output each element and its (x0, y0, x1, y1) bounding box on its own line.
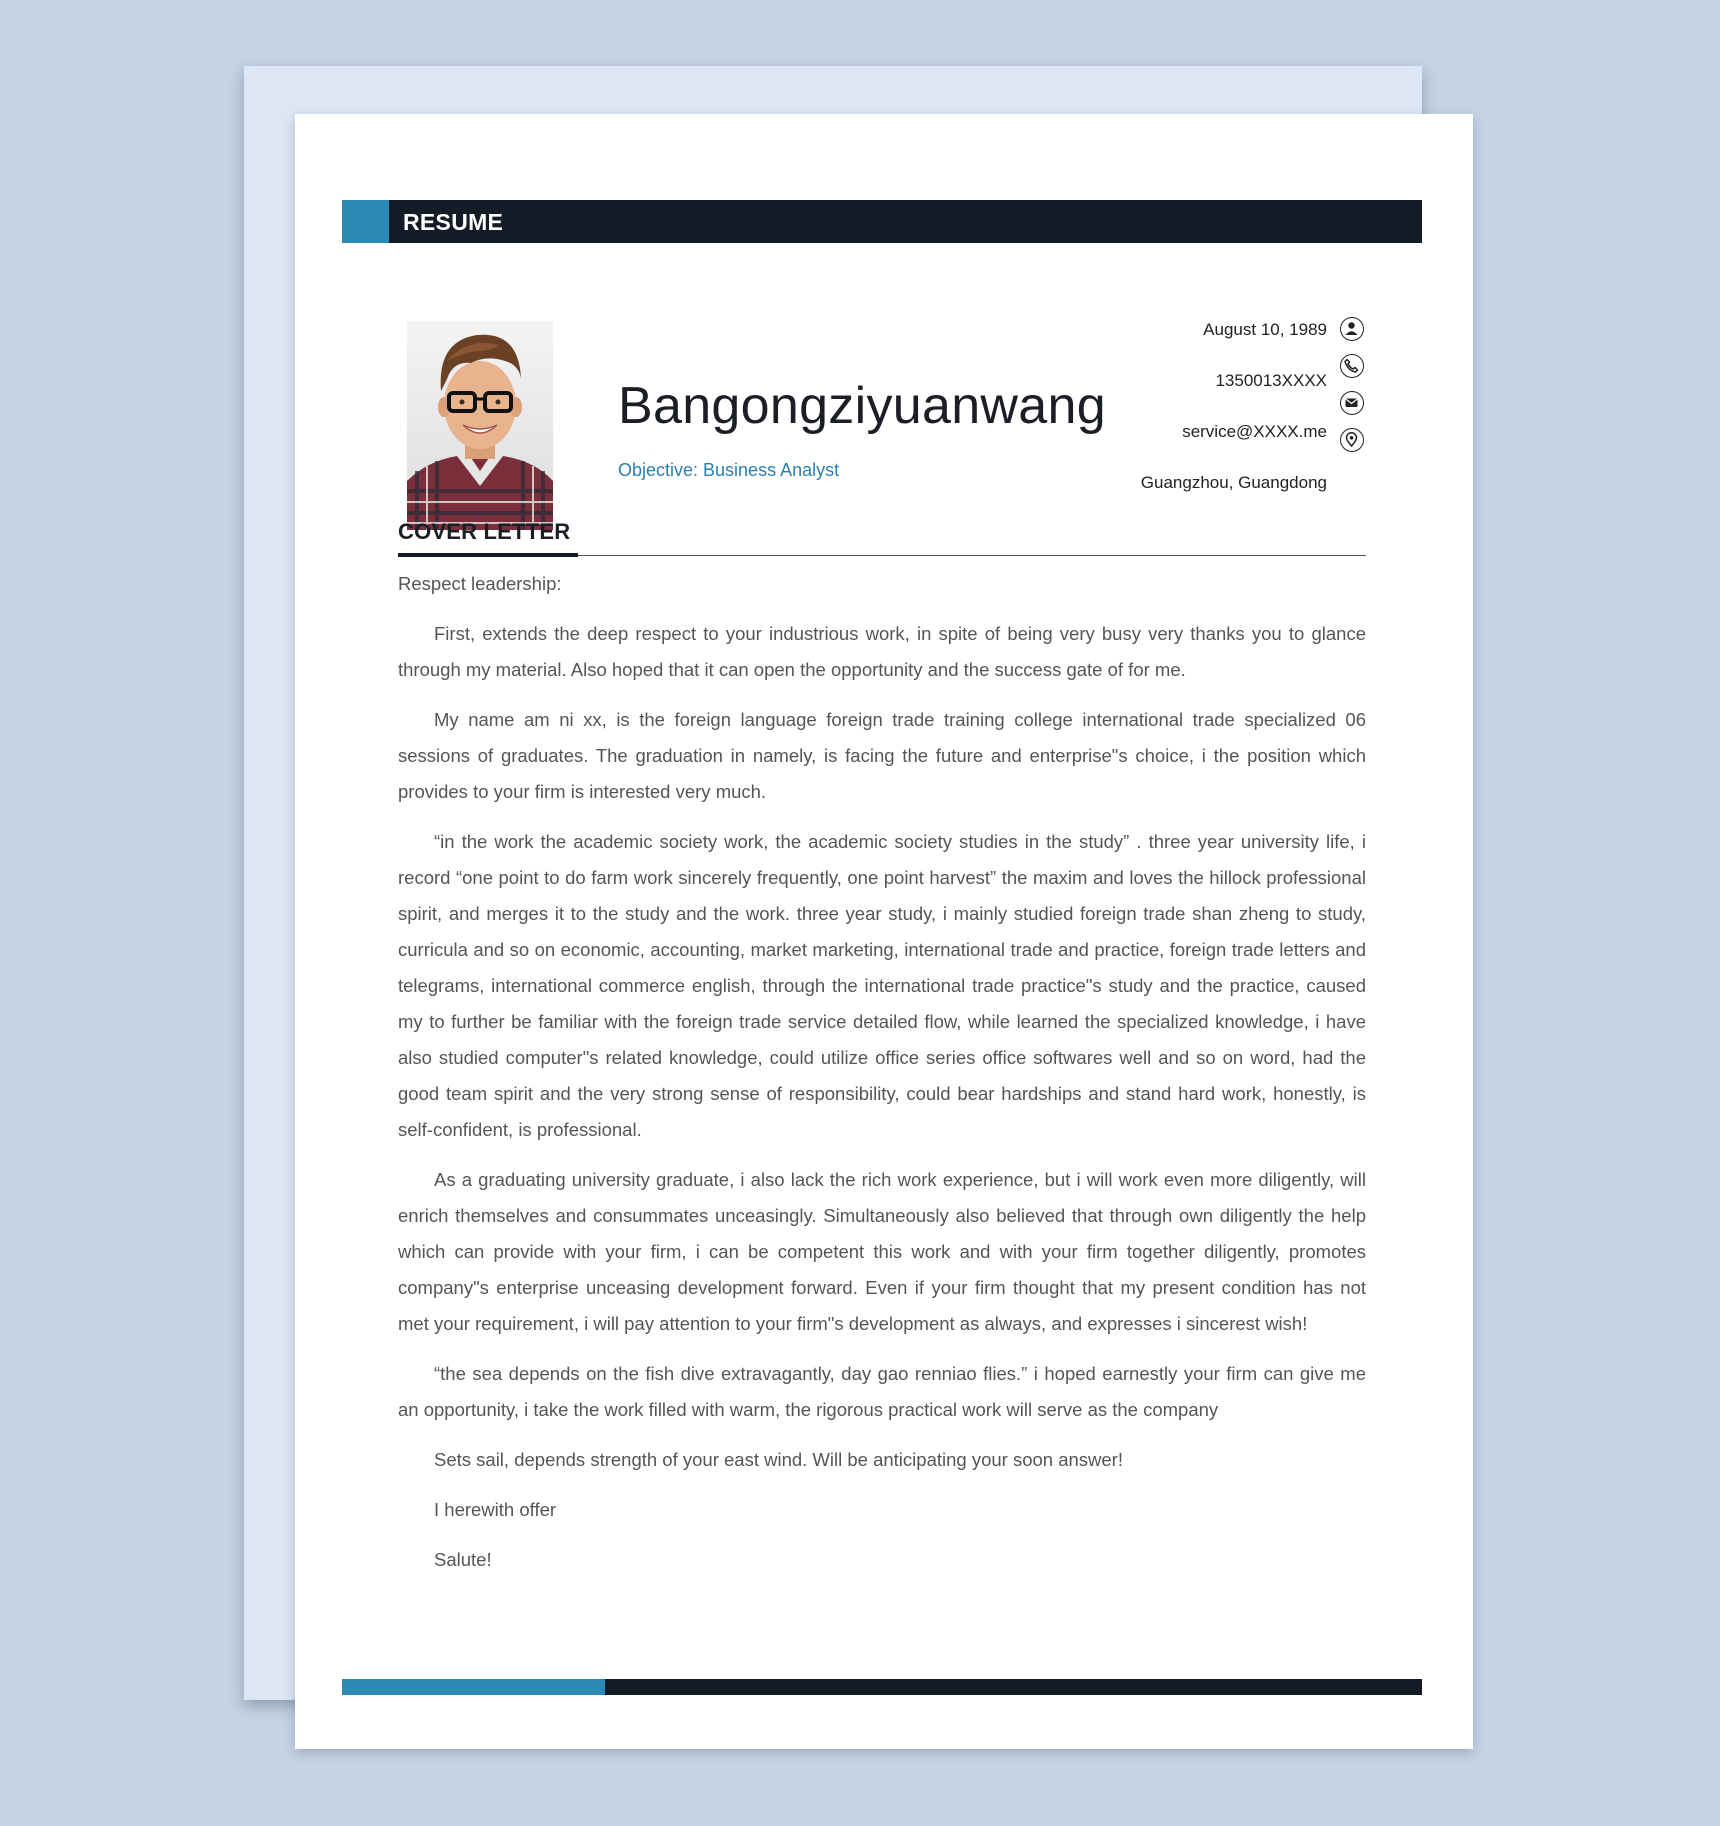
candidate-name: Bangongziyuanwang (618, 377, 1106, 435)
header-title: RESUME (403, 209, 504, 235)
phone-text: 1350013XXXX (1215, 371, 1327, 390)
header-accent-block (342, 200, 389, 243)
resume-page (295, 114, 1473, 1749)
user-icon (1340, 317, 1364, 341)
letter-paragraph: Sets sail, depends strength of your east wind. Will be anticipating your soon answer! (434, 1449, 1123, 1470)
letter-paragraph: As a graduating university graduate, i also lack the rich work experience, but i will work even more diligently, will enrich themselves and consummates unceasingly. Simultaneously also believed that through own diligently the help which can provide with your firm, i can be competent this work and with your firm together diligently, promotes company"s enterprise unceasing development forward. Even if your firm thought that my present condition has not met your requirement, i will pay attention to your firm"s development as always, and expresses i sincerest wish! (398, 1169, 1366, 1334)
location-pin-icon (1340, 428, 1364, 452)
cover-letter-body (398, 566, 1366, 1592)
footer-bar (342, 1679, 1422, 1695)
letter-paragraph: First, extends the deep respect to your industrious work, in spite of being very busy very thanks you to glance through my material. Also hoped that it can open the opportunity and the success gate of for me. (398, 623, 1366, 680)
letter-salutation: Respect leadership: (398, 573, 562, 594)
letter-paragraph: My name am ni xx, is the foreign language foreign trade training college international trade specialized 06 sessions of graduates. The graduation in namely, is facing the future and enterprise"s choice, i the position which provides to your firm is interested very much. (398, 709, 1366, 802)
footer-accent-block (342, 1679, 605, 1695)
birthday-text: August 10, 1989 (1203, 320, 1327, 339)
section-title: COVER LETTER (398, 519, 571, 544)
section-divider-accent (398, 553, 578, 557)
letter-paragraph: “the sea depends on the fish dive extravagantly, day gao renniao flies.” i hoped earnestly your firm can give me an opportunity, i take the work filled with warm, the rigorous practical work will serve as the company (398, 1363, 1366, 1420)
profile-photo (407, 321, 553, 530)
mail-icon (1340, 391, 1364, 415)
letter-closing: I herewith offer (434, 1499, 557, 1520)
letter-paragraph: “in the work the academic society work, the academic society studies in the study” . three year university life, i record “one point to do farm work sincerely frequently, one point harvest” the maxim and loves the hillock professional spirit, and merges it to the study and the work. three year study, i mainly studied foreign trade shan zheng to study, curricula and so on economic, accounting, market marketing, international trade and practice, foreign trade letters and telegrams, international commerce english, through the international trade practice"s study and the practice, caused my to further be familiar with the foreign trade service detailed flow, while learned the specialized knowledge, i have also studied computer"s related knowledge, could utilize office series office softwares well and so on word, had the good team spirit and the very strong sense of responsibility, could bear hardships and stand hard work, honestly, is self-confident, is professional. (398, 831, 1366, 1140)
email-text: service@XXXX.me (1182, 422, 1327, 441)
header-bar (342, 200, 1422, 243)
location-text: Guangzhou, Guangdong (1140, 473, 1327, 492)
phone-icon (1340, 354, 1364, 378)
objective-text: Objective: Business Analyst (618, 460, 840, 480)
letter-signoff: Salute! (434, 1549, 492, 1570)
